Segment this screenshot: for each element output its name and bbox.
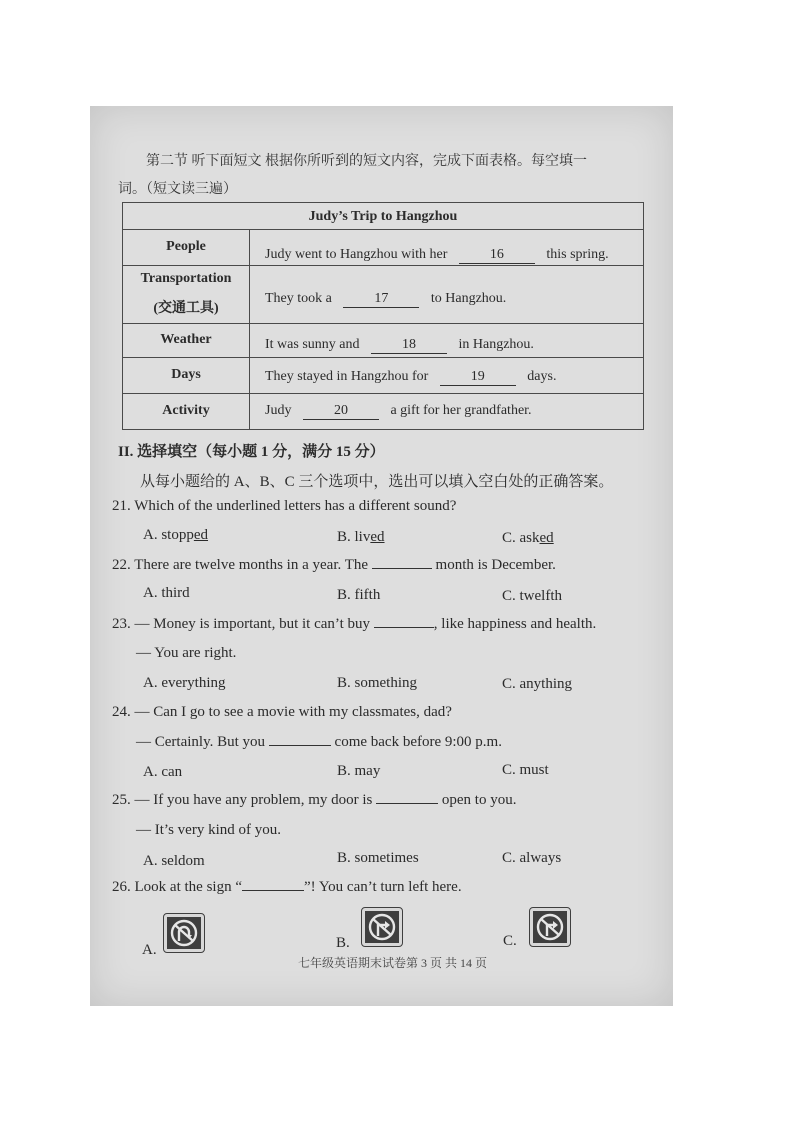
row-content-transportation [265, 291, 506, 308]
no-u-turn-sign-graphic [169, 919, 199, 947]
reply-text-before: — Certainly. But you [136, 734, 266, 750]
option-23-b[interactable] [337, 675, 417, 692]
trip-table [122, 202, 644, 430]
option-26-c-letter[interactable]: C. [503, 933, 517, 949]
option-text: must [519, 762, 549, 778]
no-right-turn-sign-icon[interactable] [530, 908, 570, 946]
row-label-weather: Weather [160, 332, 212, 347]
no-right-turn-sign-graphic [367, 913, 397, 941]
option-22-c[interactable] [502, 588, 562, 605]
option-25-c[interactable] [502, 850, 561, 867]
question-number: 25. [112, 792, 131, 808]
row-text-after: to Hangzhou. [430, 291, 507, 306]
option-letter: A. [143, 585, 158, 601]
question-number: 22. [112, 557, 131, 573]
question-23-reply: — You are right. [136, 645, 237, 661]
question-25-reply: — It’s very kind of you. [136, 822, 281, 838]
question-24 [112, 704, 452, 721]
option-text: seldom [161, 853, 205, 869]
table-row [123, 323, 643, 324]
question-text-before: Look at the sign “ [134, 879, 242, 895]
option-letter: A. [143, 764, 158, 780]
option-letter: B. [337, 675, 351, 691]
question-24-reply [136, 734, 502, 751]
option-text: everything [161, 675, 226, 691]
answer-blank-16[interactable]: 16 [459, 247, 535, 264]
question-blank[interactable] [372, 568, 432, 569]
no-u-turn-sign-icon[interactable] [164, 914, 204, 952]
question-text-after: month is December. [435, 557, 556, 573]
question-blank[interactable] [374, 627, 434, 628]
option-24-c[interactable] [502, 762, 549, 779]
underlined-letters: ed [539, 530, 554, 546]
part2-heading: II. 选择填空（每小题 1 分，满分 15 分） [118, 444, 385, 460]
option-text: anything [519, 676, 573, 692]
question-text-after: open to you. [441, 792, 517, 808]
option-letter: A. [143, 853, 158, 869]
row-text-before: Judy [265, 403, 292, 418]
row-content-people [265, 247, 609, 264]
question-number: 21. [112, 498, 131, 514]
option-text: always [519, 850, 562, 866]
table-row [123, 265, 643, 266]
question-blank[interactable] [376, 803, 438, 804]
row-text-after: days. [527, 369, 557, 384]
row-content-days [265, 369, 556, 386]
table-divider [249, 229, 250, 429]
section2-intro-line1: 第二节 听下面短文 根据你所听到的短文内容，完成下面表格。每空填一 [146, 154, 587, 169]
answer-blank-18[interactable]: 18 [371, 337, 447, 354]
option-22-a[interactable] [143, 585, 190, 602]
question-25 [112, 792, 516, 809]
option-letter: A. [143, 527, 158, 543]
option-text: twelfth [519, 588, 563, 604]
question-text: — Can I go to see a movie with my classmates, dad? [134, 704, 452, 720]
option-21-b[interactable] [337, 529, 385, 546]
option-letter: B. [337, 529, 351, 545]
option-letter: C. [502, 588, 516, 604]
option-24-b[interactable] [337, 763, 380, 780]
row-label-people: People [166, 239, 206, 254]
option-25-b[interactable] [337, 850, 419, 867]
option-23-c[interactable] [502, 676, 572, 693]
question-number: 24. [112, 704, 131, 720]
option-letter: A. [143, 675, 158, 691]
option-21-c[interactable] [502, 530, 554, 547]
question-text-before: — Money is important, but it can’t buy [134, 616, 371, 632]
row-label-transportation: Transportation [140, 271, 232, 286]
option-22-b[interactable] [337, 587, 380, 604]
question-number: 26. [112, 879, 131, 895]
row-label-activity: Activity [162, 403, 210, 418]
row-text-before: Judy went to Hangzhou with her [265, 247, 448, 262]
row-text-after: this spring. [546, 247, 609, 262]
table-row [123, 357, 643, 358]
question-23 [112, 616, 596, 633]
question-text: Which of the underlined letters has a different sound? [134, 498, 457, 514]
no-right-turn-sign-icon[interactable] [362, 908, 402, 946]
question-22 [112, 557, 556, 574]
row-label-days: Days [171, 367, 201, 382]
part2-instruction: 从每小题给的 A、B、C 三个选项中，选出可以填入空白处的正确答案。 [140, 474, 614, 490]
option-25-a[interactable] [143, 853, 205, 870]
option-text: asked [519, 530, 554, 546]
option-text: third [161, 585, 190, 601]
row-text-before: They took a [265, 291, 332, 306]
row-text-before: It was sunny and [265, 337, 360, 352]
question-text-before: There are twelve months in a year. The [134, 557, 369, 573]
option-text: can [161, 764, 183, 780]
option-21-a[interactable] [143, 527, 208, 544]
row-content-weather [265, 337, 534, 354]
option-text: fifth [354, 587, 381, 603]
option-24-a[interactable] [143, 764, 182, 781]
section2-intro-line2: 词。（短文读三遍） [118, 182, 237, 197]
table-row [123, 393, 643, 394]
row-label-transportation-cn: (交通工具) [153, 301, 219, 316]
option-text: something [354, 675, 418, 691]
underlined-letters: ed [370, 529, 385, 545]
option-letter: B. [337, 587, 351, 603]
option-text: may [354, 763, 381, 779]
question-blank[interactable] [269, 745, 331, 746]
option-text: sometimes [354, 850, 419, 866]
option-26-b-letter[interactable]: B. [336, 935, 350, 951]
reply-text-after: come back before 9:00 p.m. [334, 734, 502, 750]
answer-blank-20[interactable]: 20 [303, 403, 379, 420]
option-26-a-letter[interactable]: A. [142, 942, 157, 958]
option-23-a[interactable] [143, 675, 226, 692]
page-footer: 七年级英语期末试卷第 3 页 共 14 页 [298, 956, 488, 970]
question-number: 23. [112, 616, 131, 632]
question-text-after: ”! You can’t turn left here. [303, 879, 462, 895]
question-blank[interactable] [242, 890, 304, 891]
option-letter: C. [502, 762, 516, 778]
underlined-letters: ed [193, 527, 209, 543]
answer-blank-19[interactable]: 19 [440, 369, 516, 386]
option-letter: C. [502, 676, 516, 692]
table-row [123, 229, 643, 230]
row-text-before: They stayed in Hangzhou for [265, 369, 429, 384]
row-text-after: in Hangzhou. [458, 337, 534, 352]
answer-blank-17[interactable]: 17 [343, 291, 419, 308]
option-letter: B. [337, 763, 351, 779]
option-text: lived [354, 529, 385, 545]
question-26 [112, 879, 462, 896]
question-text-after: , like happiness and health. [433, 616, 597, 632]
row-content-activity [265, 403, 532, 420]
option-letter: C. [502, 850, 516, 866]
table-title: Judy’s Trip to Hangzhou [308, 209, 458, 224]
question-text-before: — If you have any problem, my door is [134, 792, 373, 808]
no-right-turn-sign-graphic [535, 913, 565, 941]
option-text: stopped [161, 527, 209, 543]
option-letter: B. [337, 850, 351, 866]
option-letter: C. [502, 530, 516, 546]
row-text-after: a gift for her grandfather. [390, 403, 532, 418]
question-21 [112, 498, 456, 515]
